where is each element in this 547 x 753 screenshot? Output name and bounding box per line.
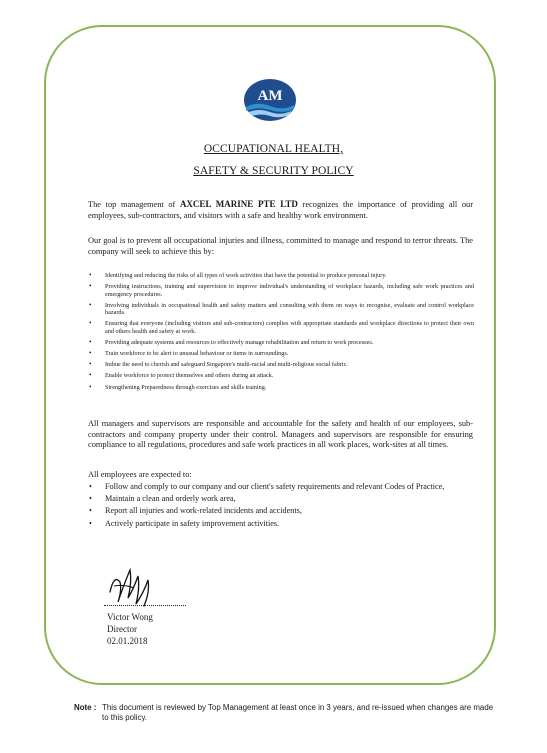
logo-lettering: AM <box>257 88 283 104</box>
expectations-heading: All employees are expected to: <box>88 470 192 479</box>
signatory-role: Director <box>107 624 137 634</box>
expectation-item: • Maintain a clean and orderly work area, <box>88 494 474 504</box>
measure-item: • Ensuring that everyone (including visitors and sub-contractors) complies with appropriate standards and workplace directions to protect their own and others health and safety at work. <box>88 320 474 335</box>
intro-paragraph <box>88 199 473 221</box>
measure-item: • Involving individuals in occupational health and safety matters and consulting with them on ways to recognise, evaluate and control workplace hazards. <box>88 302 474 317</box>
expectation-item: • Report all injuries and work-related incidents and accidents, <box>88 506 474 516</box>
intro-text-after: recognizes the importance of providing all our employees, sub-contractors, and visitors with a safe and healthy work environment. <box>88 200 473 220</box>
measure-item: • Providing instructions, training and supervision to improve individual's understanding of workplace hazards, including safe work practices and emergency procedures. <box>88 283 474 298</box>
handwritten-signature <box>104 562 164 610</box>
policy-title-line2: SAFETY & SECURITY POLICY <box>193 165 354 177</box>
signature-line <box>104 605 186 606</box>
measure-item: • Strengthening Preparedness through exercises and skills training. <box>88 384 474 392</box>
measure-item: • Providing adequate systems and resources to effectively manage rehabilitation and return to work processes. <box>88 339 474 347</box>
signatory-block <box>107 611 153 647</box>
measure-item: • Enable workforce to protect themselves and others during an attack. <box>88 372 474 380</box>
expectation-item: • Follow and comply to our company and our client's safety requirements and relevant Codes of Practice, <box>88 482 474 492</box>
goal-paragraph: Our goal is to prevent all occupational injuries and illness, committed to manage and respond to terror threats. The company will seek to achieve this by: <box>88 236 473 256</box>
intro-text-before: The top management of <box>88 200 180 209</box>
measure-item: • Identifying and reducing the risks of all types of work activities that have the potential to produce personal injury. <box>88 272 474 280</box>
signatory-name: Victor Wong <box>107 612 153 622</box>
note-text: This document is reviewed by Top Management at least once in 3 years, and re-issued when changes are made to this policy. <box>102 703 494 722</box>
expectations-list <box>88 482 474 531</box>
policy-title-line1: OCCUPATIONAL HEALTH, <box>203 143 344 155</box>
note-label: Note : <box>74 703 97 712</box>
measure-item: • Train workforce to be alert to unusual behaviour or items in surroundings. <box>88 350 474 358</box>
measure-item: • Imbue the need to cherish and safeguard Singapore's multi-racial and multi-religious social fabric. <box>88 361 474 369</box>
signature-date: 02.01.2018 <box>107 636 148 646</box>
expectation-item: • Actively participate in safety improvement activities. <box>88 519 474 529</box>
measures-list <box>88 272 474 395</box>
company-name: AXCEL MARINE PTE LTD <box>179 199 298 209</box>
company-logo <box>243 78 297 122</box>
managers-paragraph: All managers and supervisors are responsible and accountable for the safety and health of our employees, sub-contractors and company property under their control. Managers and supervisors are responsible for ensuring compliance to all regulations, procedures and safe work practices in all work places, work-sites at all times. <box>88 419 473 449</box>
